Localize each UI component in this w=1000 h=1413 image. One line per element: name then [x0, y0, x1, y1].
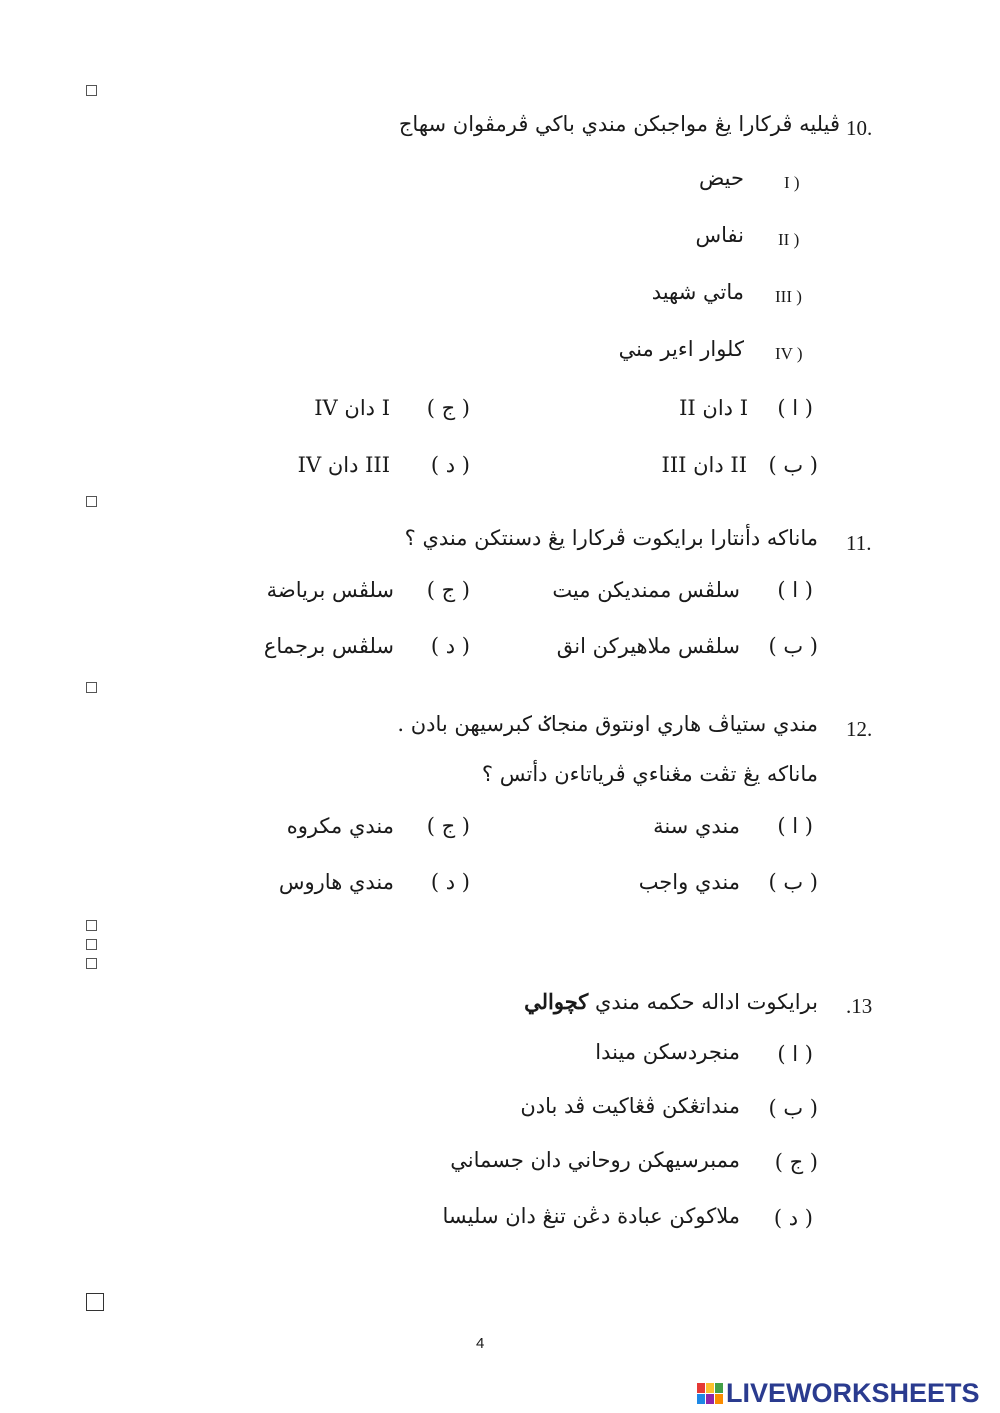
option-label-c[interactable]: ( ج )	[426, 578, 470, 602]
option-label-b[interactable]: ( ب )	[768, 634, 818, 658]
option-text-a[interactable]: سلڤس ممنديکن ميت	[552, 578, 740, 602]
question-number: 10.	[846, 116, 873, 140]
statement-text: نفاس	[695, 223, 744, 247]
answer-checkbox-extra-3[interactable]	[86, 958, 97, 969]
option-text-d[interactable]: ملاکوکن عبادة دڠن تنڠ دان سليسا	[442, 1204, 740, 1228]
statement-label: IV )	[775, 344, 803, 363]
statement-label: II )	[778, 230, 800, 249]
option-text-d[interactable]: سلڤس برجماع	[263, 634, 394, 658]
brand-icon-cell	[697, 1383, 705, 1393]
option-text-d[interactable]: مندي هاروس	[278, 870, 394, 894]
option-label-c[interactable]: ( ج )	[774, 1150, 818, 1174]
option-label-b[interactable]: ( ب )	[768, 453, 818, 477]
option-text-a[interactable]: منجردسکن ميندا	[595, 1040, 740, 1064]
option-text-c[interactable]: مندي مکروه	[286, 814, 394, 838]
brand-icon	[697, 1383, 723, 1404]
statement-label: I )	[784, 173, 800, 192]
option-text-b[interactable]: II دان III	[661, 453, 747, 477]
option-label-a[interactable]: ( ا )	[777, 1042, 813, 1066]
brand-icon-cell	[715, 1394, 723, 1404]
statement-text: ماتي شهيد	[651, 280, 744, 304]
option-text-b[interactable]: سلڤس ملاهيرکن انق	[556, 634, 740, 658]
statement-text: حيض	[698, 166, 744, 190]
option-text-c[interactable]: I دان IV	[314, 396, 390, 420]
question-stem: ڤيليه ڤركارا يڠ مواجبکن مندي باکي ڤرمڤوان سهاج	[398, 112, 840, 136]
option-text-c[interactable]: سلڤس برياضة	[266, 578, 394, 602]
statement-text: کلوار اءير مني	[618, 337, 744, 361]
option-text-b[interactable]: منداتڠکن ڤڠاکيت ڤد بادن	[520, 1094, 740, 1118]
question-number: 12.	[846, 717, 873, 741]
liveworksheets-logo	[697, 1378, 980, 1408]
question-stem-prefix: برايکوت اداله حکمه مندي	[594, 990, 818, 1014]
answer-checkbox-extra-2[interactable]	[86, 939, 97, 950]
option-label-a[interactable]: ( ا )	[777, 578, 813, 602]
question-stem-bold: کچوالي	[524, 989, 589, 1014]
option-label-a[interactable]: ( ا )	[777, 396, 813, 420]
option-label-d[interactable]: ( د )	[430, 870, 470, 894]
question-stem-2: ماناکه يڠ تڤت مڠناءي ڤرياتاءن دأتس ؟	[481, 762, 818, 786]
page-number: 4	[476, 1335, 485, 1352]
option-label-d[interactable]: ( د )	[773, 1206, 813, 1230]
question-stem: مندي ستياڤ هاري اونتوق منجاݢ کبرسيهن بادن .	[397, 712, 818, 736]
answer-checkbox-q12[interactable]	[86, 682, 97, 693]
option-label-b[interactable]: ( ب )	[768, 870, 818, 894]
option-text-c[interactable]: ممبرسيهکن روحاني دان جسماني	[450, 1148, 740, 1172]
statement-label: III )	[775, 287, 802, 306]
brand-icon-cell	[715, 1383, 723, 1393]
option-label-a[interactable]: ( ا )	[777, 814, 813, 838]
option-label-b[interactable]: ( ب )	[768, 1096, 818, 1120]
answer-checkbox-q13[interactable]	[86, 1293, 104, 1311]
option-text-d[interactable]: III دان IV	[297, 453, 390, 477]
option-label-c[interactable]: ( ج )	[426, 396, 470, 420]
option-text-b[interactable]: مندي واجب	[638, 870, 740, 894]
question-number: .13	[846, 994, 873, 1018]
brand-icon-cell	[706, 1383, 714, 1393]
answer-checkbox-extra-1[interactable]	[86, 920, 97, 931]
option-text-a[interactable]: مندي سنة	[653, 814, 740, 838]
brand-name: LIVEWORKSHEETS	[726, 1377, 980, 1408]
option-label-c[interactable]: ( ج )	[426, 814, 470, 838]
option-label-d[interactable]: ( د )	[430, 453, 470, 477]
question-stem: ماناکه دأنتارا برايکوت ڤرکارا يڠ دسنتکن مندي ؟	[404, 526, 818, 550]
option-text-a[interactable]: I دان II	[679, 396, 748, 420]
question-number: 11.	[846, 531, 872, 555]
question-stem	[524, 989, 818, 1014]
answer-checkbox-q11[interactable]	[86, 496, 97, 507]
answer-checkbox-q10[interactable]	[86, 85, 97, 96]
brand-icon-cell	[697, 1394, 705, 1404]
option-label-d[interactable]: ( د )	[430, 634, 470, 658]
brand-icon-cell	[706, 1394, 714, 1404]
